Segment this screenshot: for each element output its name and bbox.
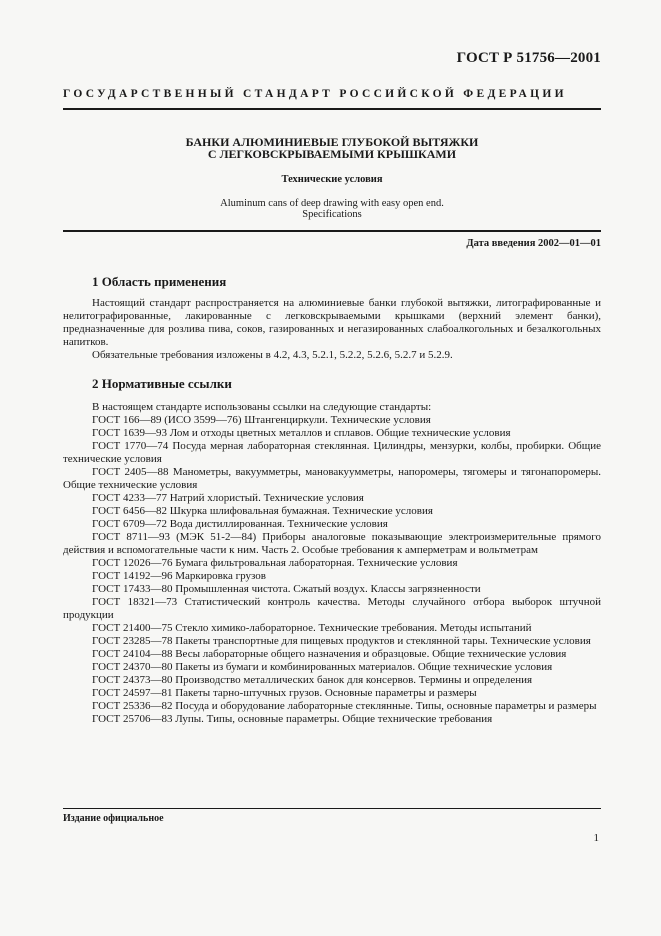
english-title-line-2: Specifications (302, 209, 362, 220)
page-number: 1 (593, 832, 599, 844)
reference-item: ГОСТ 166—89 (ИСО 3599—76) Штангенциркули. Технические условия (92, 414, 431, 426)
english-title-line-1: Aluminum cans of deep drawing with easy open end. (220, 198, 444, 209)
reference-item: ГОСТ 1770—74 Посуда мерная лабораторная стеклянная. Цилиндры, мензурки, колбы, пробирки. Общие технические условия (63, 440, 601, 465)
section-1-paragraph: Обязательные требования изложены в 4.2, 4.3, 5.2.1, 5.2.2, 5.2.6, 5.2.7 и 5.2.9. (92, 349, 453, 361)
reference-item: ГОСТ 14192—96 Маркировка грузов (92, 570, 266, 582)
reference-item: ГОСТ 25336—82 Посуда и оборудование лабораторные стеклянные. Типы, основные параметры и размеры (92, 700, 597, 712)
top-rule (63, 108, 601, 110)
reference-item: ГОСТ 17433—80 Промышленная чистота. Сжатый воздух. Классы загрязненности (92, 583, 481, 595)
reference-item: ГОСТ 4233—77 Натрий хлористый. Технические условия (92, 492, 364, 504)
english-title (63, 198, 601, 220)
title-rule (63, 230, 601, 232)
document-title (63, 136, 601, 160)
document-subtitle: Технические условия (281, 174, 383, 185)
edition-label: Издание официальное (63, 813, 164, 824)
footer-rule (63, 808, 601, 809)
section-2-lead: В настоящем стандарте использованы ссылки на следующие стандарты: (92, 401, 432, 413)
reference-item: ГОСТ 6456—82 Шкурка шлифовальная бумажная. Технические условия (92, 505, 433, 517)
section-1-paragraph: Настоящий стандарт распространяется на алюминиевые банки глубокой вытяжки, литографированные и нелитографированные, лакированные с легковскрываемыми крышками (верхний элемент банки), предназначенные для розлива пива, соков, газированных и негазированных слабоалкогольных и безалкогольных напитков. (63, 297, 601, 348)
title-line-2: С ЛЕГКОВСКРЫВАЕМЫМИ КРЫШКАМИ (207, 147, 457, 161)
state-standard-line: ГОСУДАРСТВЕННЫЙ СТАНДАРТ РОССИЙСКОЙ ФЕДЕРАЦИИ (63, 88, 567, 100)
reference-item: ГОСТ 18321—73 Статистический контроль качества. Методы случайного отбора выборок штучной продукции (63, 596, 601, 621)
reference-item: ГОСТ 23285—78 Пакеты транспортные для пищевых продуктов и стеклянной тары. Технические условия (92, 635, 591, 647)
reference-item: ГОСТ 24373—80 Производство металлических банок для консервов. Термины и определения (92, 674, 533, 686)
reference-item: ГОСТ 8711—93 (МЭК 51-2—84) Приборы аналоговые показывающие электроизмерительные прямого действия и вспомогательные части к ним. Часть 2. Особые требования к амперметрам и вольтметрам (63, 531, 601, 556)
section-2-body (63, 401, 601, 726)
introduction-date: Дата введения 2002—01—01 (466, 238, 601, 249)
document-code: ГОСТ Р 51756—2001 (456, 50, 601, 66)
reference-item: ГОСТ 24104—88 Весы лабораторные общего назначения и образцовые. Общие технические условия (92, 648, 567, 660)
reference-item: ГОСТ 12026—76 Бумага фильтровальная лабораторная. Технические условия (92, 557, 458, 569)
reference-item: ГОСТ 1639—93 Лом и отходы цветных металлов и сплавов. Общие технические условия (92, 427, 511, 439)
title-line-1: БАНКИ АЛЮМИНИЕВЫЕ ГЛУБОКОЙ ВЫТЯЖКИ (185, 135, 479, 149)
reference-item: ГОСТ 25706—83 Лупы. Типы, основные параметры. Общие технические требования (92, 713, 493, 725)
reference-item: ГОСТ 24597—81 Пакеты тарно-штучных грузов. Основные параметры и размеры (92, 687, 477, 699)
reference-item: ГОСТ 2405—88 Манометры, вакуумметры, мановакуумметры, напоромеры, тягомеры и тягонапоромеры. Общие технические условия (63, 466, 601, 491)
reference-item: ГОСТ 6709—72 Вода дистиллированная. Технические условия (92, 518, 388, 530)
reference-item: ГОСТ 21400—75 Стекло химико-лабораторное. Технические требования. Методы испытаний (92, 622, 532, 634)
reference-item: ГОСТ 24370—80 Пакеты из бумаги и комбинированных материалов. Общие технические условия (92, 661, 553, 673)
section-1-body (63, 297, 601, 362)
section-1-heading: 1 Область применения (92, 274, 227, 289)
section-2-heading: 2 Нормативные ссылки (92, 376, 232, 391)
